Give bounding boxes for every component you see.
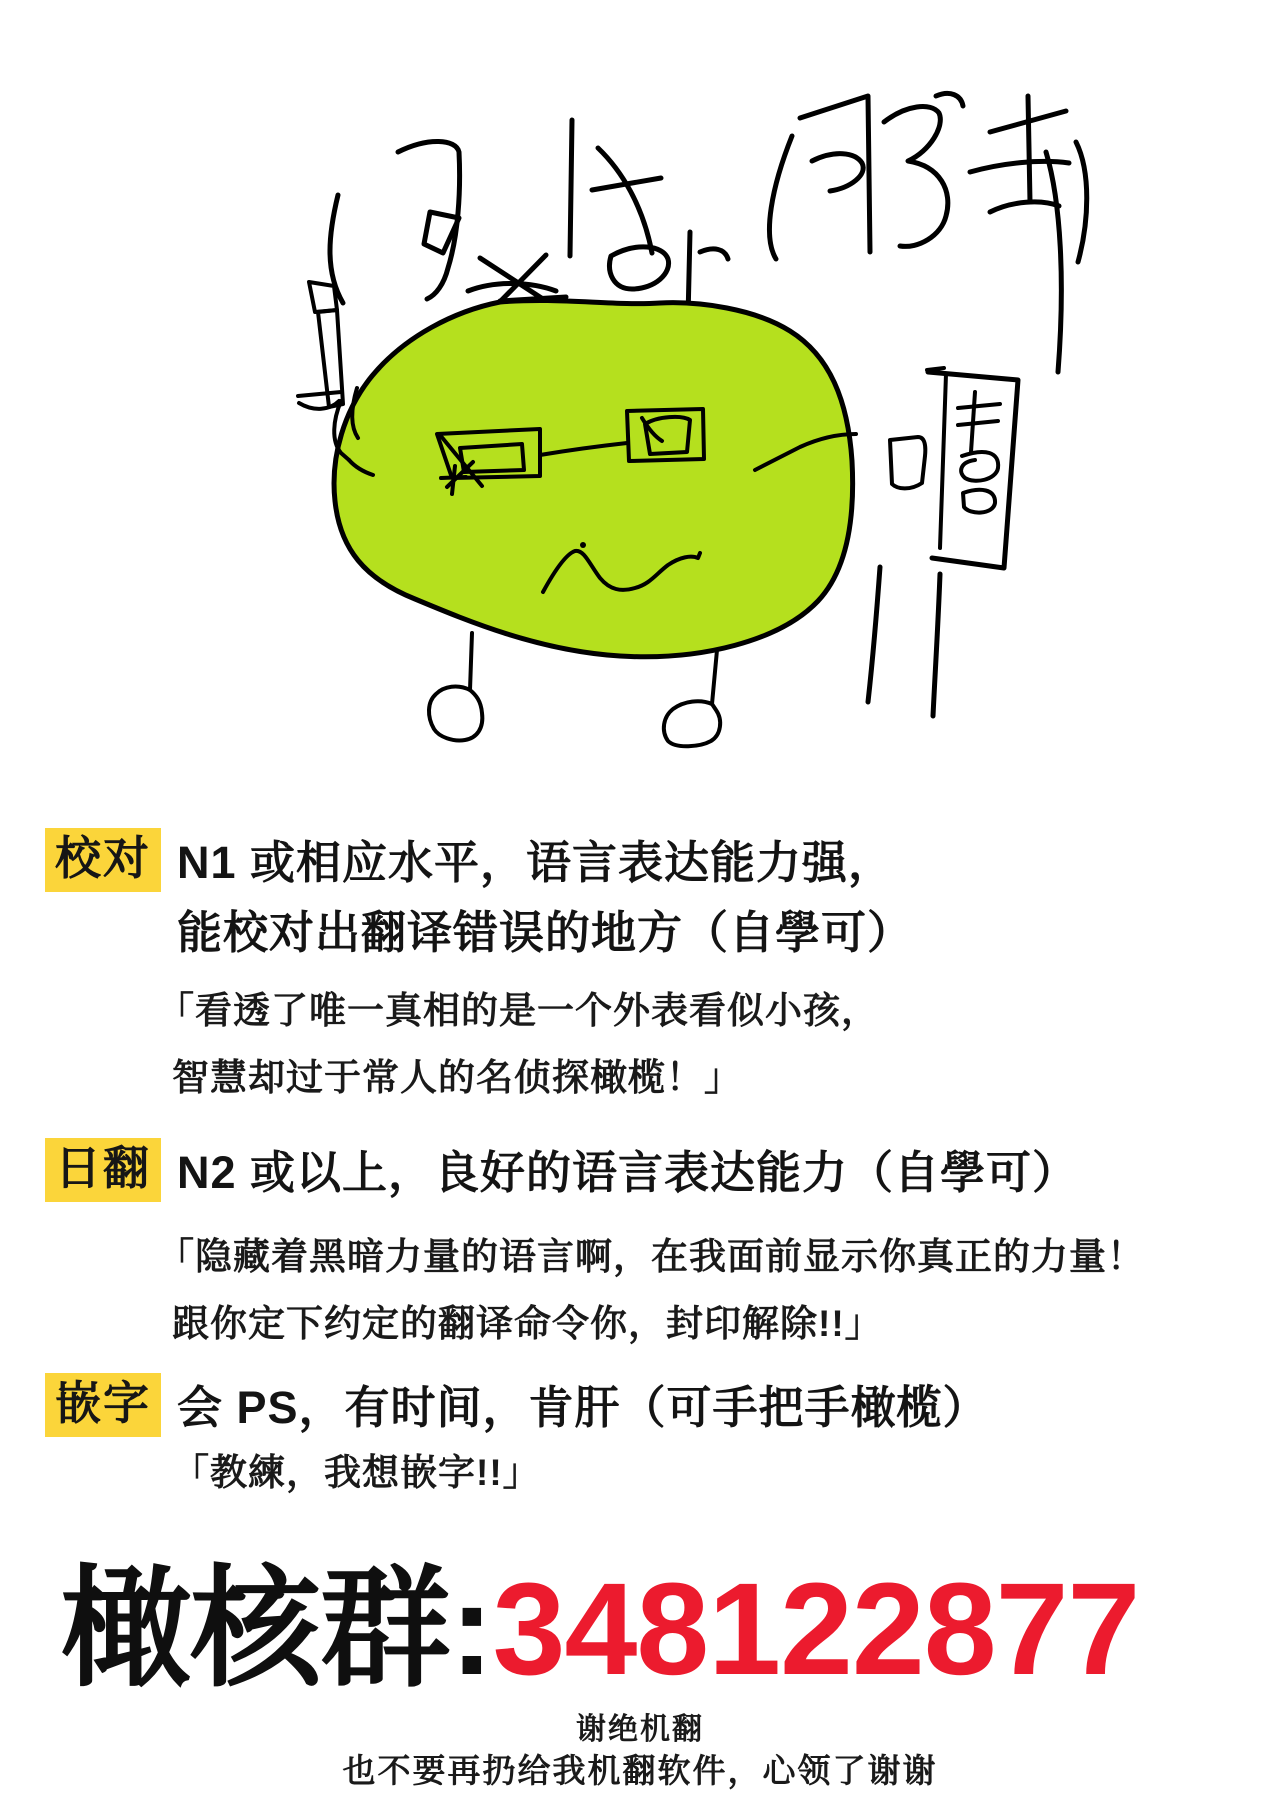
requirement-line: N2 或以上，良好的语言表达能力（自學可） — [177, 1147, 1079, 1198]
requirement-line: 能校对出翻译错误的地方（自學可） — [177, 906, 914, 958]
quote-line: 「看透了唯一真相的是一个外表看似小孩， — [157, 990, 879, 1031]
section-quote — [157, 978, 879, 1111]
qq-group-number: 348122877 — [492, 1555, 1140, 1702]
footer-note: 谢绝机翻 — [576, 1713, 704, 1746]
face-dot — [580, 542, 586, 548]
doodle-canvas — [0, 0, 1280, 780]
right-shoe — [664, 701, 720, 746]
qq-group-line — [60, 1524, 1139, 1712]
section-typesetting — [45, 1373, 989, 1443]
left-shoe — [429, 687, 482, 741]
olive-detective-mascot — [298, 282, 1018, 746]
section-proofreading — [45, 828, 913, 968]
qq-group-prefix: 橄核群: — [60, 1555, 493, 1702]
footer-note: 也不要再扔给我机翻软件，心领了谢谢 — [342, 1752, 938, 1789]
section-quote — [172, 1440, 541, 1507]
quote-line: 智慧却过于常人的名侦探橄榄！」 — [172, 1056, 742, 1098]
section-requirements — [177, 1138, 1078, 1208]
quote-line: 「教練，我想嵌字!!」 — [172, 1452, 541, 1493]
section-requirements — [177, 828, 913, 968]
olive-body — [334, 300, 853, 656]
requirement-line: 会 PS，有时间，肯肝（可手把手橄榄） — [177, 1382, 989, 1433]
quote-line: 跟你定下约定的翻译命令你，封印解除!!」 — [172, 1302, 883, 1344]
section-requirements — [177, 1373, 989, 1443]
section-label-proofreading: 校对 — [45, 828, 161, 892]
section-label-translation: 日翻 — [45, 1138, 161, 1202]
requirement-line: N1 或相应水平，语言表达能力强， — [177, 837, 895, 888]
section-label-typesetting: 嵌字 — [45, 1373, 161, 1437]
section-translation — [45, 1138, 1078, 1208]
section-quote — [157, 1224, 1145, 1357]
quote-line: 「隐藏着黑暗力量的语言啊，在我面前显示你真正的力量！ — [157, 1236, 1145, 1277]
